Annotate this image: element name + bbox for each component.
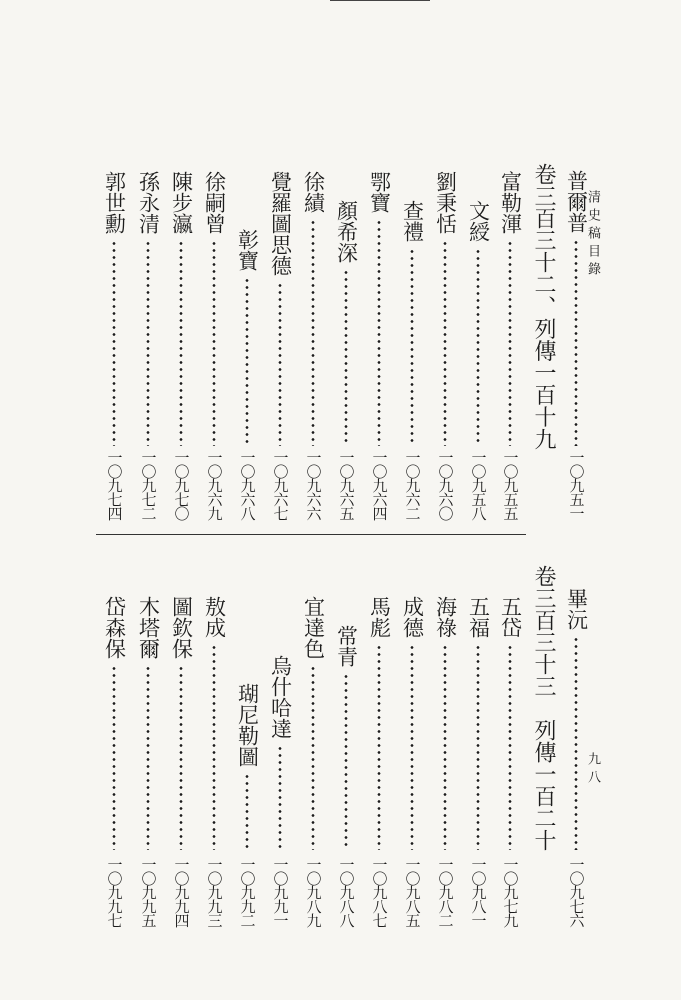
entry-name: 鄂寶 — [367, 171, 392, 213]
entry-name: 劉秉恬 — [433, 171, 458, 234]
entry-name: 普爾普 — [564, 170, 589, 233]
page-ref: 一〇九九一 — [271, 857, 290, 927]
leader-dots — [180, 665, 183, 850]
entry-name: 查禮 — [400, 200, 425, 242]
entry-name: 彰寶 — [235, 229, 260, 271]
entry-name: 敖成 — [202, 596, 227, 638]
entry-name: 五福 — [466, 596, 491, 638]
page-ref: 一〇九九二 — [238, 857, 257, 927]
entry-name: 顏希深 — [334, 200, 359, 263]
leader-dots — [477, 644, 480, 850]
entry-name: 徐績 — [301, 171, 326, 213]
book-title: 清史稿目錄 — [585, 190, 600, 280]
leader-dots — [246, 277, 249, 446]
entry-name: 覺羅圖思德 — [268, 171, 293, 276]
leader-dots — [213, 644, 216, 850]
page-ref: 一〇九八九 — [304, 857, 323, 927]
page-ref: 一〇九六九 — [205, 450, 224, 520]
entry-name: 岱森保 — [102, 596, 127, 659]
leader-dots — [147, 665, 150, 850]
entry-name: 圖欽保 — [169, 596, 194, 659]
leader-dots — [312, 219, 315, 446]
leader-dots — [509, 240, 512, 446]
leader-dots — [378, 219, 381, 446]
page-ref: 一〇九六〇 — [436, 450, 455, 520]
top-edge-line — [330, 0, 430, 1]
page-ref: 一〇九六二 — [403, 450, 422, 520]
leader-dots — [279, 745, 282, 850]
entry-name: 瑚尼勒圖 — [235, 683, 260, 767]
entry-name: 海祿 — [433, 596, 458, 638]
entry-name: 馬彪 — [367, 596, 392, 638]
leader-dots — [213, 240, 216, 446]
entry-name: 徐嗣曾 — [202, 171, 227, 234]
leader-dots — [575, 239, 578, 446]
block-divider — [96, 534, 526, 535]
page-ref: 一〇九六四 — [370, 450, 389, 520]
leader-dots — [575, 636, 578, 850]
leader-dots — [444, 240, 447, 446]
page-ref: 一〇九六七 — [271, 450, 290, 520]
entry-name: 宜達色 — [301, 596, 326, 659]
page-ref: 一〇九七四 — [105, 450, 124, 520]
leader-dots — [113, 240, 116, 446]
leader-dots — [345, 269, 348, 446]
leader-dots — [180, 240, 183, 446]
leader-dots — [444, 644, 447, 850]
leader-dots — [279, 282, 282, 446]
entry-name: 郭世勳 — [102, 171, 127, 234]
page-ref: 一〇九九四 — [172, 857, 191, 927]
page-ref: 一〇九九三 — [205, 857, 224, 927]
entry-name: 陳步瀛 — [169, 171, 194, 234]
leader-dots — [113, 665, 116, 850]
page-ref: 一〇九九七 — [105, 857, 124, 927]
entry-name: 畢沅 — [564, 588, 589, 630]
page-ref: 一〇九八五 — [403, 857, 422, 927]
leader-dots — [411, 248, 414, 446]
leader-dots — [411, 644, 414, 850]
page-number: 九八 — [585, 752, 600, 788]
entry-name: 烏什哈達 — [268, 655, 293, 739]
leader-dots — [477, 248, 480, 446]
entry-name: 文綬 — [466, 200, 491, 242]
page-ref: 一〇九五八 — [469, 450, 488, 520]
leader-dots — [509, 644, 512, 850]
juan-heading-text: 卷三百三十二、列傳一百十九 — [531, 163, 556, 450]
page-ref: 一〇九六六 — [304, 450, 323, 520]
page-ref: 一〇九五一 — [567, 450, 586, 520]
page-ref: 一〇九八二 — [436, 857, 455, 927]
page-ref: 一〇九七〇 — [172, 450, 191, 520]
entry-name: 成德 — [400, 596, 425, 638]
leader-dots — [246, 773, 249, 850]
leader-dots — [378, 644, 381, 850]
page-ref: 一〇九七六 — [567, 857, 586, 927]
page-ref: 一〇九九五 — [139, 857, 158, 927]
entry-name: 五岱 — [498, 596, 523, 638]
page-ref: 一〇九八七 — [370, 857, 389, 927]
page-ref: 一〇九八八 — [337, 857, 356, 927]
page-ref: 一〇九七九 — [501, 857, 520, 927]
page-ref: 一〇九六五 — [337, 450, 356, 520]
entry-name: 木塔爾 — [136, 596, 161, 659]
juan-heading-text: 卷三百三十三 列傳一百二十 — [531, 565, 556, 851]
leader-dots — [312, 665, 315, 850]
page-ref: 一〇九五五 — [501, 450, 520, 520]
page-ref: 一〇九八一 — [469, 857, 488, 927]
entry-name: 富勒渾 — [498, 171, 523, 234]
page-ref: 一〇九六八 — [238, 450, 257, 520]
leader-dots — [345, 673, 348, 850]
leader-dots — [147, 240, 150, 446]
entry-name: 孫永清 — [136, 171, 161, 234]
page-ref: 一〇九七二 — [139, 450, 158, 520]
entry-name: 常青 — [334, 625, 359, 667]
